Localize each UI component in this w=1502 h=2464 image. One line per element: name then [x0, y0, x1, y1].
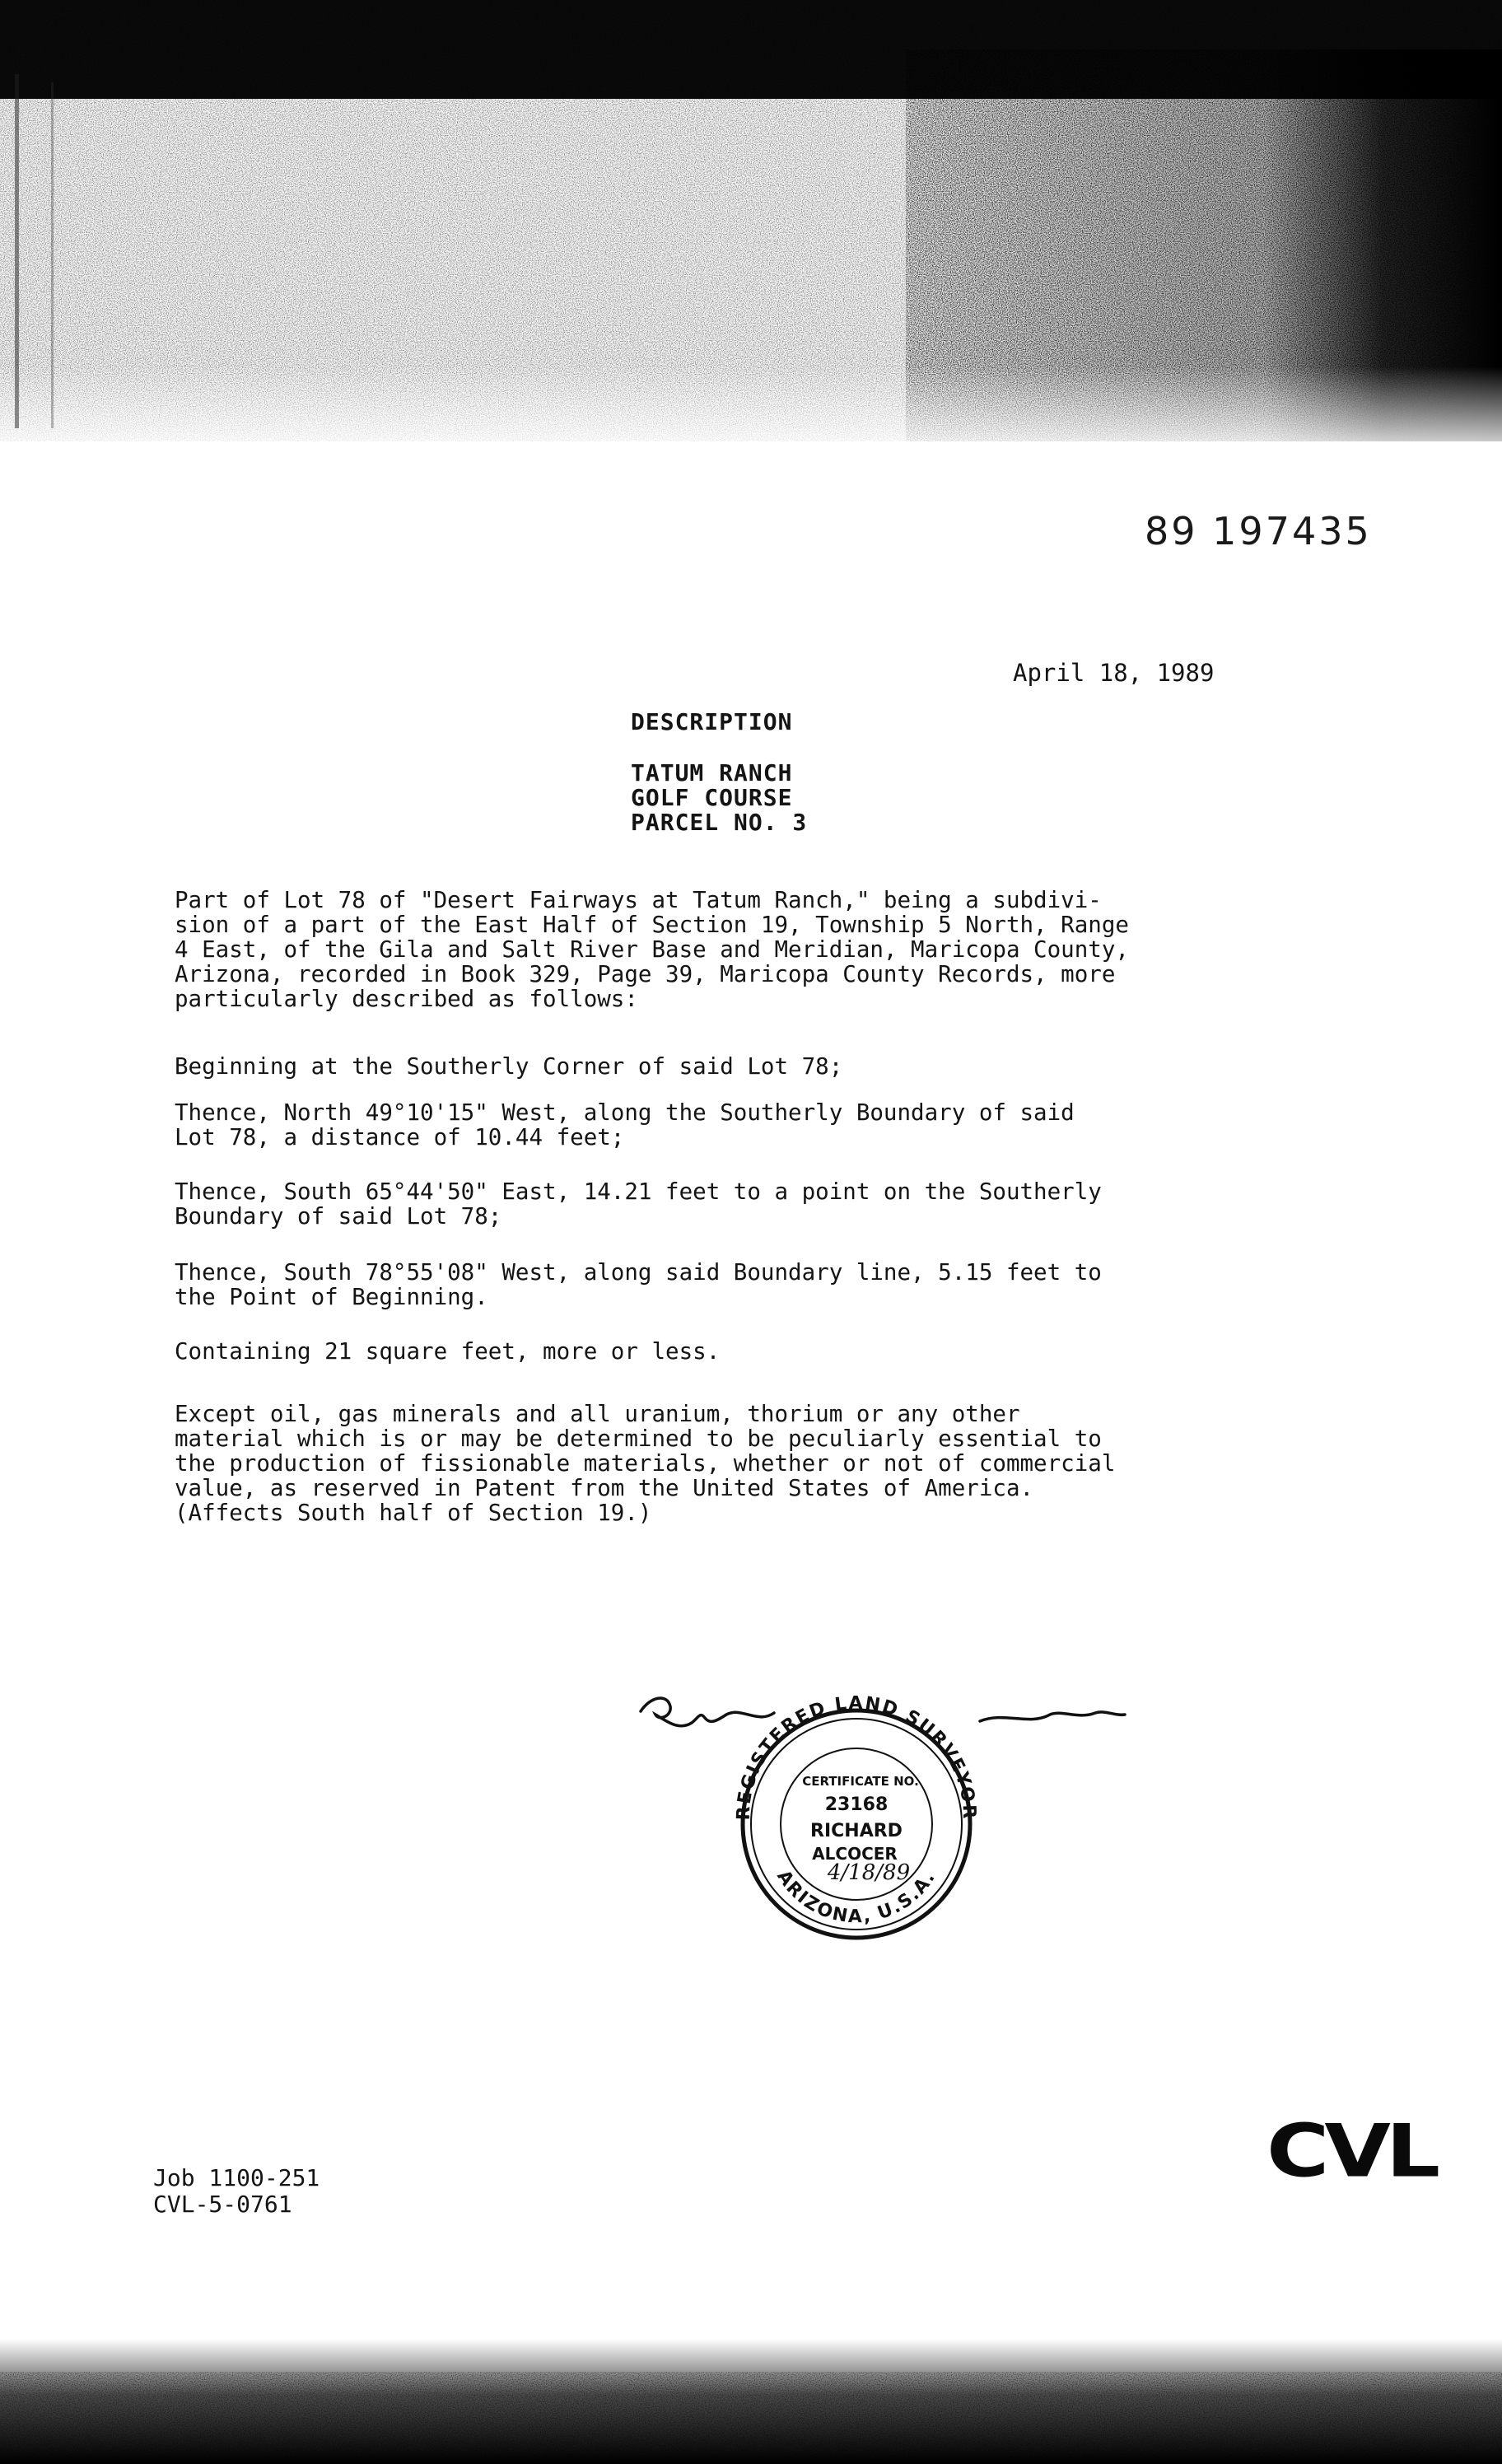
- scan-noise-top: [0, 0, 1502, 461]
- description-heading: DESCRIPTION: [631, 708, 793, 735]
- seal-bottom-text: ARIZONA, U.S.A.: [772, 1866, 940, 1928]
- course-paragraph: Thence, South 78°55'08" West, along said Boundary line, 5.15 feet to the Point of Beginning.: [175, 1259, 1102, 1310]
- seal-surveyor-last-name: ALCOCER: [812, 1844, 898, 1864]
- surveyor-seal: [634, 1664, 1128, 1944]
- legal-description-paragraph: Part of Lot 78 of "Desert Fairways at Tatum Ranch," being a subdivi- sion of a part of the East Half of Section 19, Township 5 North, Range 4 East, of the Gila and Salt River Base and Meridian, Maricopa County, Arizona, recorded in Book 329, Page 39, Maricopa County Records, more particularly described as follows:: [175, 887, 1129, 1012]
- course-paragraph: Thence, North 49°10'15" West, along the Southerly Boundary of said Lot 78, a distance of 10.44 feet;: [175, 1099, 1075, 1150]
- seal-surveyor-first-name: RICHARD: [810, 1821, 903, 1841]
- job-number: Job 1100-251: [153, 2164, 320, 2191]
- course-paragraph: Thence, South 65°44'50" East, 14.21 feet to a point on the Southerly Boundary of said Lot 78;: [175, 1178, 1102, 1230]
- seal-outer-text: REGISTERED LAND SURVEYOR: [733, 1692, 980, 1821]
- scan-noise-bottom: [0, 2339, 1502, 2464]
- title-line: PARCEL NO. 3: [631, 809, 808, 836]
- file-reference: CVL-5-0761: [153, 2191, 292, 2218]
- area-paragraph: Containing 21 square feet, more or less.: [175, 1338, 721, 1365]
- document-number: 89 197435: [1145, 509, 1372, 553]
- seal-certificate-number: 23168: [824, 1794, 889, 1815]
- title-line: TATUM RANCH: [631, 759, 793, 786]
- exception-paragraph: Except oil, gas minerals and all uranium, thorium or any other material which is or may be determined to be peculiarly essential to the production of fissionable materials, whether or not of commercial value, as reserved in Patent from the United States of America. (Affects South half of Section 19.): [175, 1401, 1116, 1526]
- title-line: GOLF COURSE: [631, 784, 793, 811]
- seal-handwritten-date: 4/18/89: [827, 1860, 911, 1885]
- document-date: April 18, 1989: [1013, 659, 1215, 687]
- company-logo: CVL: [1266, 2108, 1436, 2194]
- beginning-paragraph: Beginning at the Southerly Corner of said Lot 78;: [175, 1053, 843, 1080]
- seal-certificate-label: CERTIFICATE NO.: [802, 1774, 919, 1789]
